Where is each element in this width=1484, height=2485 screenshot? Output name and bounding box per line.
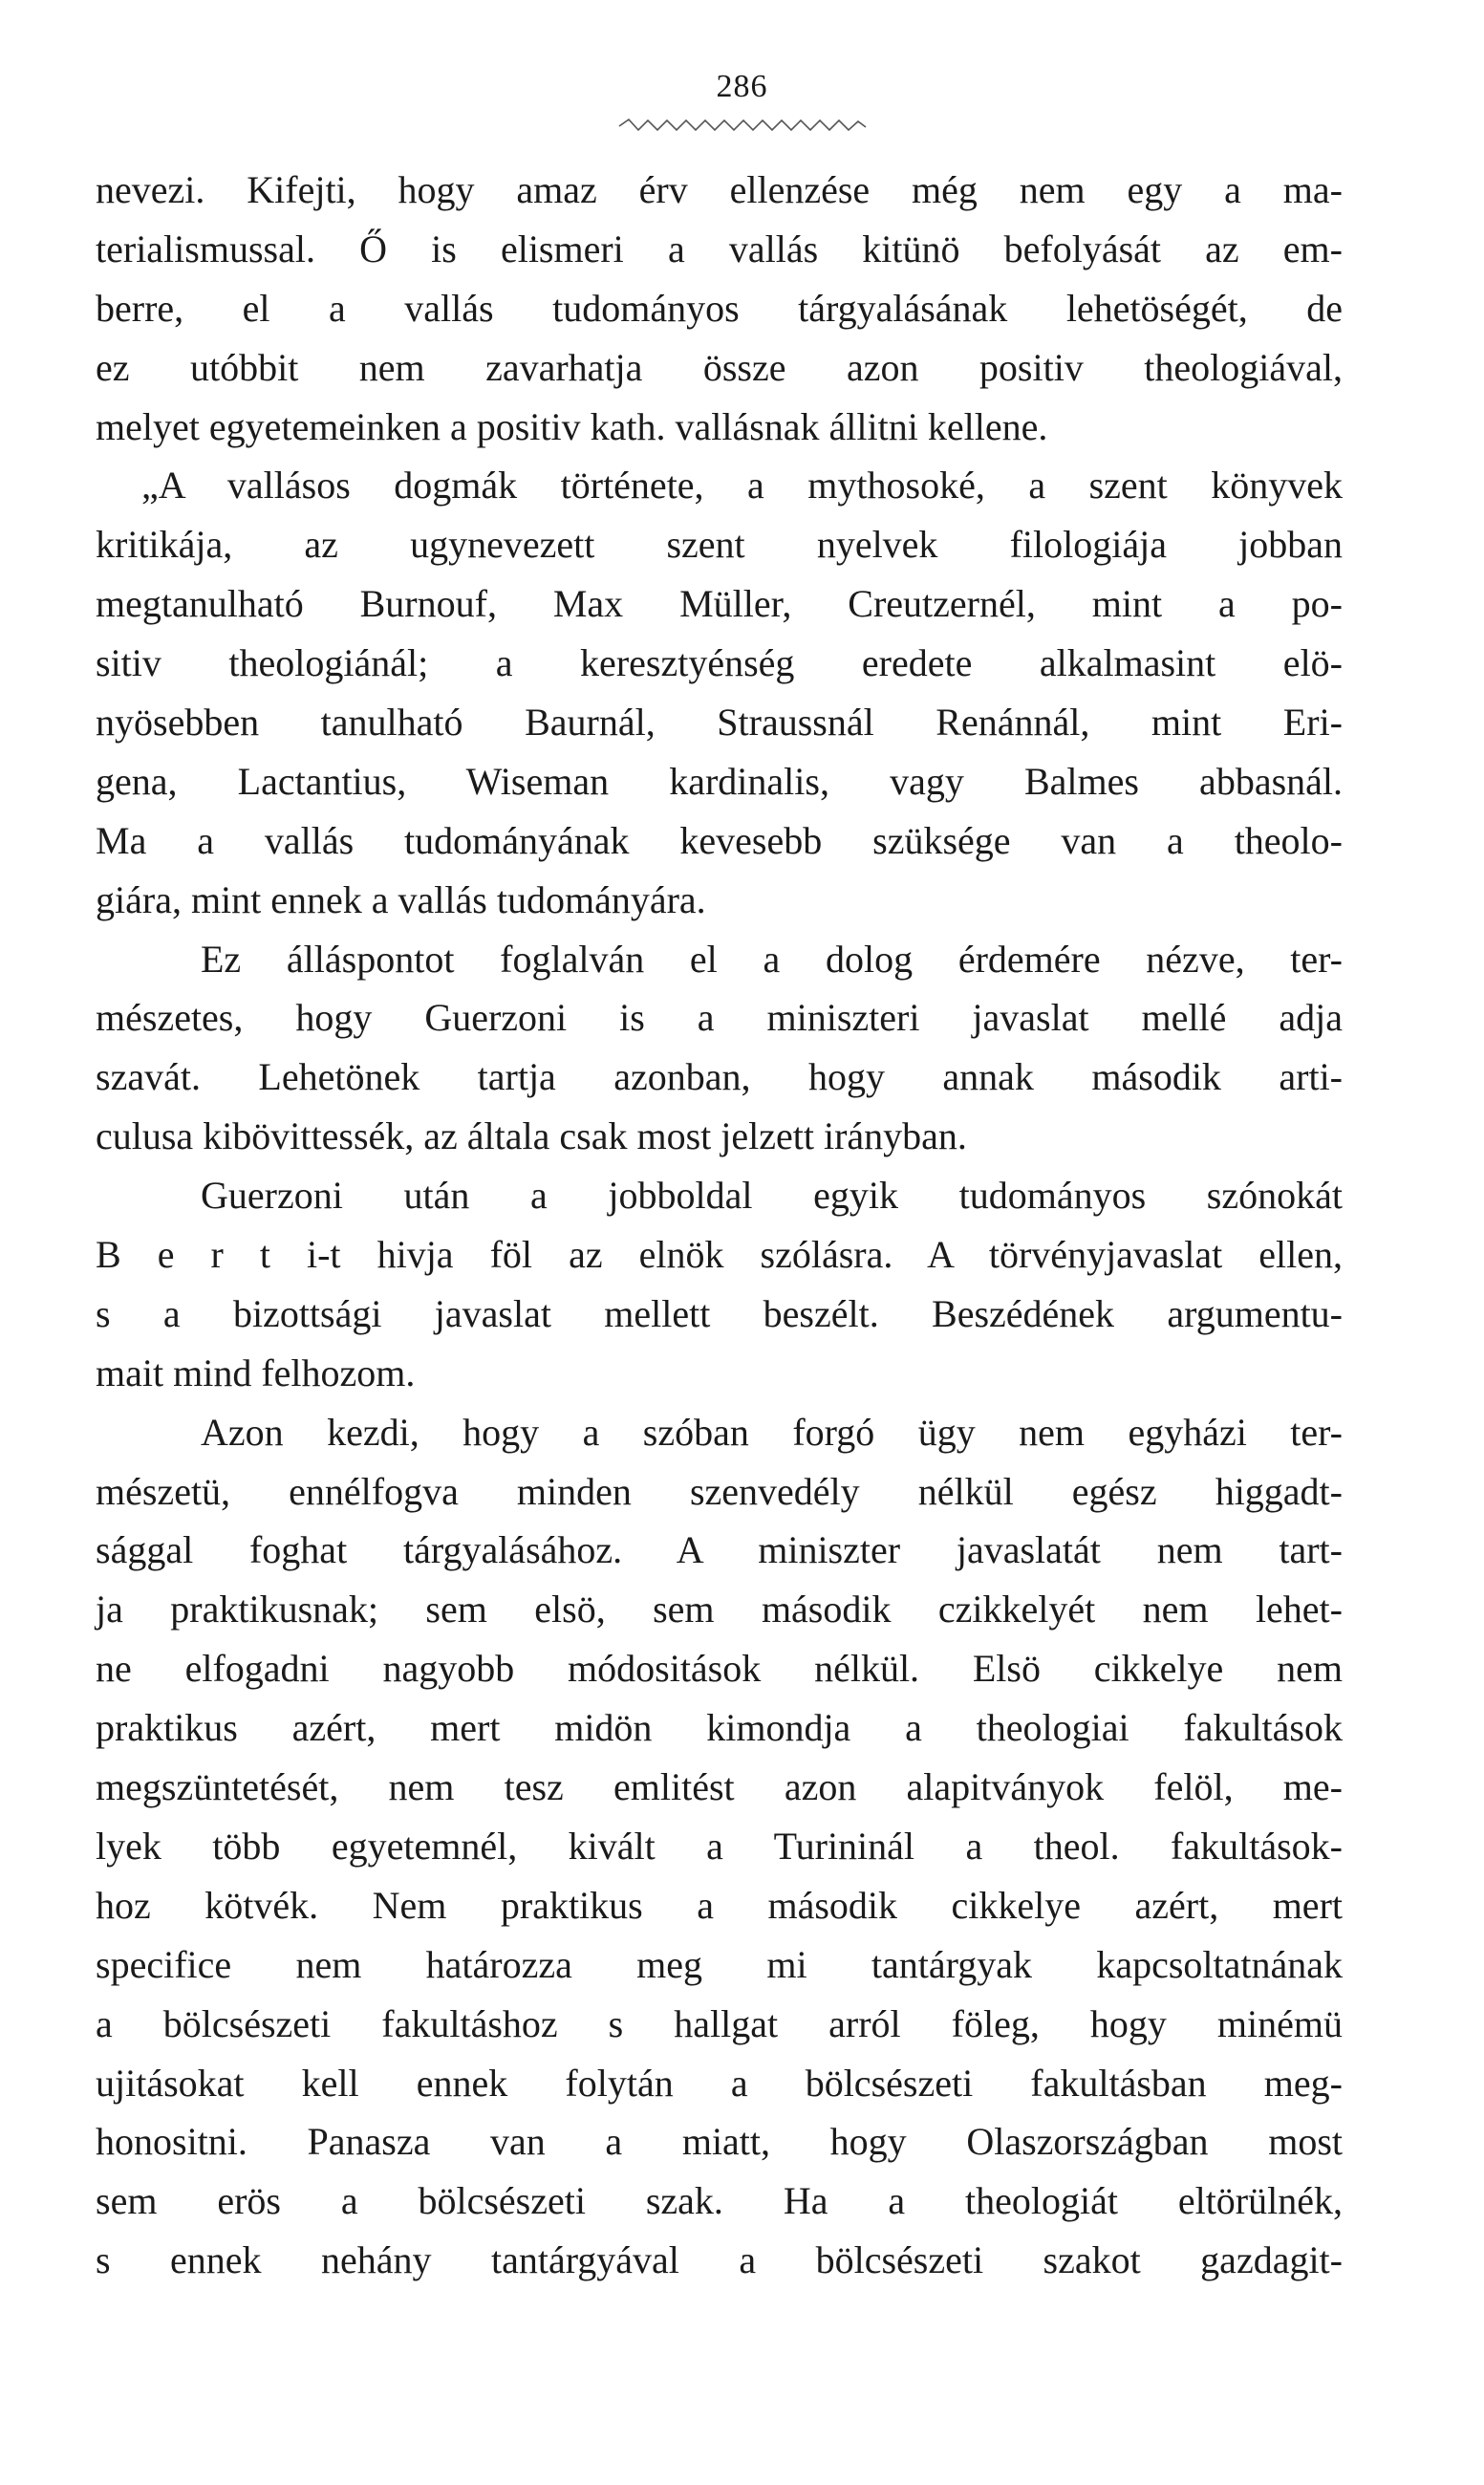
text-line: a bölcsészeti fakultáshoz s hallgat arról föleg, hogy minémü	[96, 2001, 1343, 2045]
text-line: honositni. Panasza van a miatt, hogy Olaszországban most	[96, 2120, 1343, 2164]
text-line: terialismussal. Ő is elismeri a vallás kitünö befolyását az em-	[96, 227, 1343, 270]
text-line: giára, mint ennek a vallás tudományára.	[96, 877, 706, 921]
text-line: mészetes, hogy Guerzoni is a miniszteri javaslat mellé adja	[96, 996, 1343, 1040]
text-line: Azon kezdi, hogy a szóban forgó ügy nem egyházi ter-	[201, 1410, 1343, 1454]
text-line: megszüntetését, nem tesz emlitést azon alapitványok felöl, me-	[96, 1765, 1343, 1809]
text-line: praktikus azért, mert midön kimondja a theologiai fakultások	[96, 1706, 1343, 1750]
text-line: ja praktikusnak; sem elsö, sem második czikkelyét nem lehet-	[96, 1588, 1343, 1631]
text-line: ez utóbbit nem zavarhatja össze azon positiv theologiával,	[96, 345, 1343, 389]
text-line: ne elfogadni nagyobb módositások nélkül. Elsö cikkelye nem	[96, 1647, 1343, 1691]
text-line: megtanulható Burnouf, Max Müller, Creutzernél, mint a po-	[96, 582, 1343, 626]
text-line: nyösebben tanulható Baurnál, Straussnál Renánnál, mint Eri-	[96, 701, 1343, 745]
text-line: sitiv theologiánál; a keresztyénség eredete alkalmasint elö-	[96, 641, 1343, 685]
text-line: ujitásokat kell ennek folytán a bölcsészeti fakultásban meg-	[96, 2061, 1343, 2105]
text-line: mészetü, ennélfogva minden szenvedély nélkül egész higgadt-	[96, 1469, 1343, 1513]
text-line: gena, Lactantius, Wiseman kardinalis, vagy Balmes abbasnál.	[96, 759, 1343, 803]
text-line: nevezi. Kifejti, hogy amaz érv ellenzése még nem egy a ma-	[96, 168, 1343, 211]
decorative-rule	[617, 117, 868, 136]
text-line: sággal foghat tárgyalásához. A miniszter javaslatát nem tart-	[96, 1528, 1343, 1572]
text-line: lyek több egyetemnél, kivált a Turininál a theol. fakultások-	[96, 1824, 1343, 1868]
text-line: sem erös a bölcsészeti szak. Ha a theologiát eltörülnék,	[96, 2179, 1343, 2223]
text-line: melyet egyetemeinken a positiv kath. vallásnak állitni kellene.	[96, 404, 1048, 448]
text-line: s ennek nehány tantárgyával a bölcsészeti szakot gazdagit-	[96, 2238, 1343, 2282]
text-line: „A vallásos dogmák története, a mythosoké, a szent könyvek	[141, 464, 1343, 508]
text-line: hoz kötvék. Nem praktikus a második cikkelye azért, mert	[96, 1883, 1343, 1927]
text-line: culusa kibövittessék, az általa csak most jelzett irányban.	[96, 1114, 967, 1158]
page-number: 286	[716, 69, 768, 104]
text-line: Ez álláspontot foglalván el a dolog érdemére nézve, ter-	[201, 937, 1343, 981]
text-line: kritikája, az ugynevezett szent nyelvek filologiája jobban	[96, 523, 1343, 567]
text-line: specifice nem határozza meg mi tantárgyak kapcsoltatnának	[96, 1942, 1343, 1986]
text-line: mait mind felhozom.	[96, 1351, 416, 1394]
text-line: s a bizottsági javaslat mellett beszélt. Beszédének argumentu-	[96, 1291, 1343, 1335]
text-line: B e r t i-t hivja föl az elnök szólásra. A törvényjavaslat ellen,	[96, 1233, 1343, 1277]
text-line: Ma a vallás tudományának kevesebb szüksége van a theolo-	[96, 818, 1343, 862]
text-line: berre, el a vallás tudományos tárgyalásának lehetöségét, de	[96, 286, 1343, 330]
body-text	[96, 161, 1343, 2290]
text-line: szavát. Lehetönek tartja azonban, hogy annak második arti-	[96, 1055, 1343, 1099]
text-line: Guerzoni után a jobboldal egyik tudományos szónokát	[201, 1174, 1343, 1218]
